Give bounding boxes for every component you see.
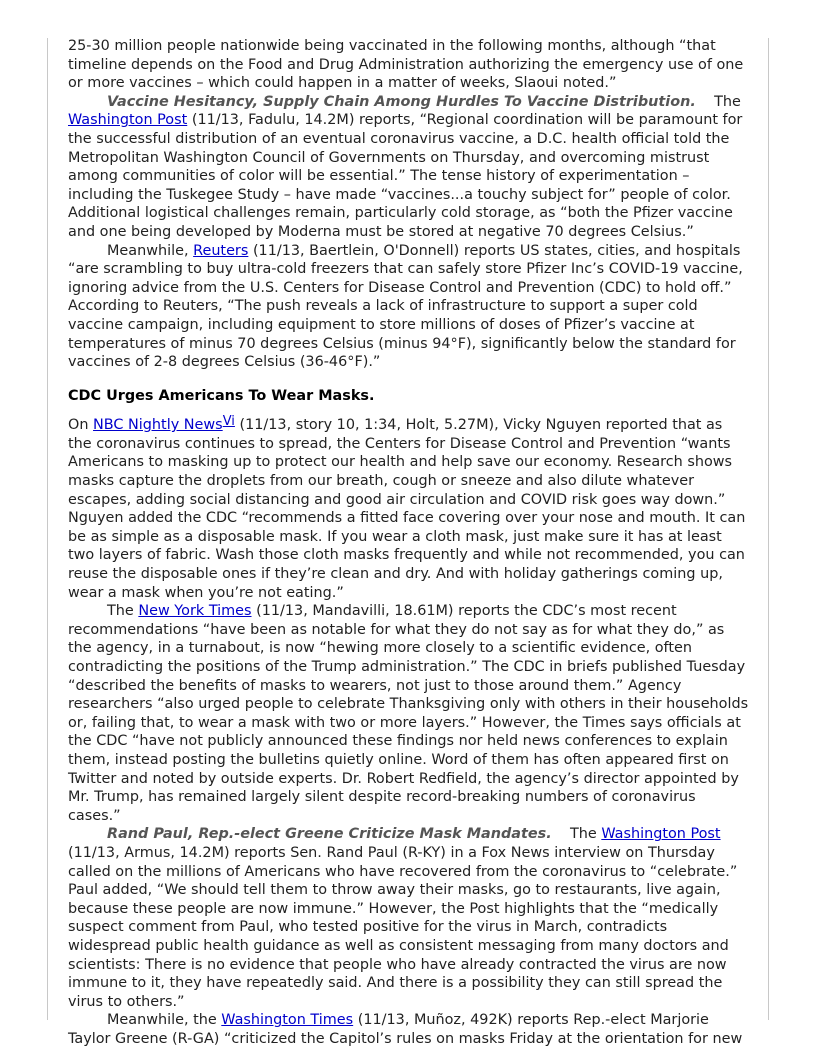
paragraph-text: On xyxy=(68,417,89,434)
paragraph-text: The xyxy=(714,93,741,110)
paragraph-text: (11/13, story 10, 1:34, Holt, 5.27M), Vicky Nguyen reported that as the coronavirus continues to spread, the Centers for Disease Control and Prevention “wants Americans to masking up to protect our health and help save our economy. Research shows masks capture the droplets from our breath, cough or sneeze and also dilute whatever escapes, adding social distancing and good air circulation and COVID risk goes way down.” Nguyen added the CDC “recommends a fitted face covering over your nose and mouth. It can be as simple as a disposable mask. If you wear a cloth mask, just make sure it has at least two layers of fabric. Wash those cloth masks frequently and while not recommended, you can reuse the disposable ones if they’re clean and dry. And with holiday gatherings coming up, wear a mask when you’re not eating.” xyxy=(68,417,746,601)
washington-post-link[interactable]: Washington Post xyxy=(601,826,721,843)
left-margin-rule xyxy=(47,38,48,1020)
story-lead-headline: Rand Paul, Rep.-elect Greene Criticize Mask Mandates. xyxy=(107,826,552,843)
reuters-link[interactable]: Reuters xyxy=(193,242,249,259)
paragraph-text: Meanwhile, the xyxy=(107,1012,217,1029)
story-lead-headline: Vaccine Hesitancy, Supply Chain Among Hurdles To Vaccine Distribution. xyxy=(107,93,696,110)
paragraph-text: Meanwhile, xyxy=(107,242,189,259)
paragraph-text: (11/13, Mandavilli, 18.61M) reports the CDC’s most recent recommendations “have been as notable for what they do not say as for what they do,” as the agency, in a turnabout, is now “hewing more closely to a scientific evidence, often contradicting the positions of the Trump administration.” The CDC in briefs published Tuesday “described the benefits of masks to wearers, not just to those around them.” Agency researchers “also urged people to celebrate Thanksgiving only with others in their households or, failing that, to wear a mask with two or more layers.” However, the Times says officials at the CDC “have not publicly announced these findings nor held news conferences to explain them, instead posting the bulletins quietly online. Word of them has often appeared first on Twitter and noted by outside experts. Dr. Robert Redfield, the agency’s director appointed by Mr. Trump, has remained largely silent despite record-breaking numbers of coronavirus cases.” xyxy=(68,603,749,824)
paragraph-washington-times xyxy=(68,1011,750,1048)
paragraph-text: 25-30 million people nationwide being vaccinated in the following months, although “that timeline depends on the Food and Drug Administration authorizing the emergency use of one or more vaccines – which could happen in a matter of weeks, Slaoui noted.” xyxy=(68,38,744,92)
right-margin-rule xyxy=(768,38,769,1020)
washington-times-link[interactable]: Washington Times xyxy=(221,1012,354,1029)
paragraph-text: (11/13, Armus, 14.2M) reports Sen. Rand Paul (R-KY) in a Fox News interview on Thursday called on the millions of Americans who have recovered from the coronavirus to “celebrate.” Paul added, “We should tell them to throw away their masks, go to restaurants, live again, because these people are now immune.” However, the Post highlights that the “medically suspect comment from Paul, who tested positive for the virus in March, contradicts widespread public health guidance as well as consistent messaging from many doctors and scientists: There is no evidence that people who have already contracted the virus are now immune to it, they have repeatedly said. And there is a possibility they can still spread the virus to others.” xyxy=(68,844,738,1010)
paragraph-text: The xyxy=(569,826,597,843)
paragraph-text: (11/13, Fadulu, 14.2M) reports, “Regional coordination will be paramount for the successful distribution of an eventual coronavirus vaccine, a D.C. health official told the Metropolitan Washington Council of Governments on Thursday, and overcoming mistrust among communities of color will be essential.” The tense history of experimentation – including the Tuskegee Study – have made “vaccines...a touchy subject for” people of color. Additional logistical challenges remain, particularly cold storage, as “both the Pfizer vaccine and one being developed by Moderna must be stored at negative 70 degrees Celsius.” xyxy=(68,112,743,240)
paragraph-text: (11/13, Baertlein, O'Donnell) reports US states, cities, and hospitals “are scrambling to buy ultra-cold freezers that can safely store Pfizer Inc’s COVID-19 vaccine, ignoring advice from the U.S. Centers for Disease Control and Prevention (CDC) to hold off.” According to Reuters, “The push reveals a lack of infrastructure to support a super cold vaccine campaign, including equipment to store millions of doses of Pfizer’s vaccine at temperatures of minus 70 degrees Celsius (minus 94°F), significantly below the standard for vaccines of 2-8 degrees Celsius (36-46°F).” xyxy=(68,242,743,371)
video-footnote-link[interactable]: Vi xyxy=(222,414,235,430)
paragraph-rand-paul-greene xyxy=(68,825,750,1011)
paragraph-nbc-nightly-news xyxy=(68,416,750,602)
section-heading: CDC Urges Americans To Wear Masks. xyxy=(68,387,375,404)
washington-post-link[interactable]: Washington Post xyxy=(68,112,188,129)
paragraph-vaccine-hesitancy xyxy=(68,93,750,242)
document-page xyxy=(68,37,750,1048)
paragraph-reuters-freezers xyxy=(68,242,750,372)
paragraph-text: (11/13, Muñoz, 492K) reports Rep.-elect Marjorie Taylor Greene (R-GA) “criticized the Capitol’s rules on masks Friday at the orientation for new xyxy=(68,1012,743,1047)
paragraph-new-york-times xyxy=(68,602,750,825)
paragraph-vaccine-timeline xyxy=(68,37,750,93)
nbc-nightly-news-link[interactable]: NBC Nightly News xyxy=(93,417,223,434)
new-york-times-link[interactable]: New York Times xyxy=(138,603,252,620)
paragraph-text: The xyxy=(107,603,134,620)
